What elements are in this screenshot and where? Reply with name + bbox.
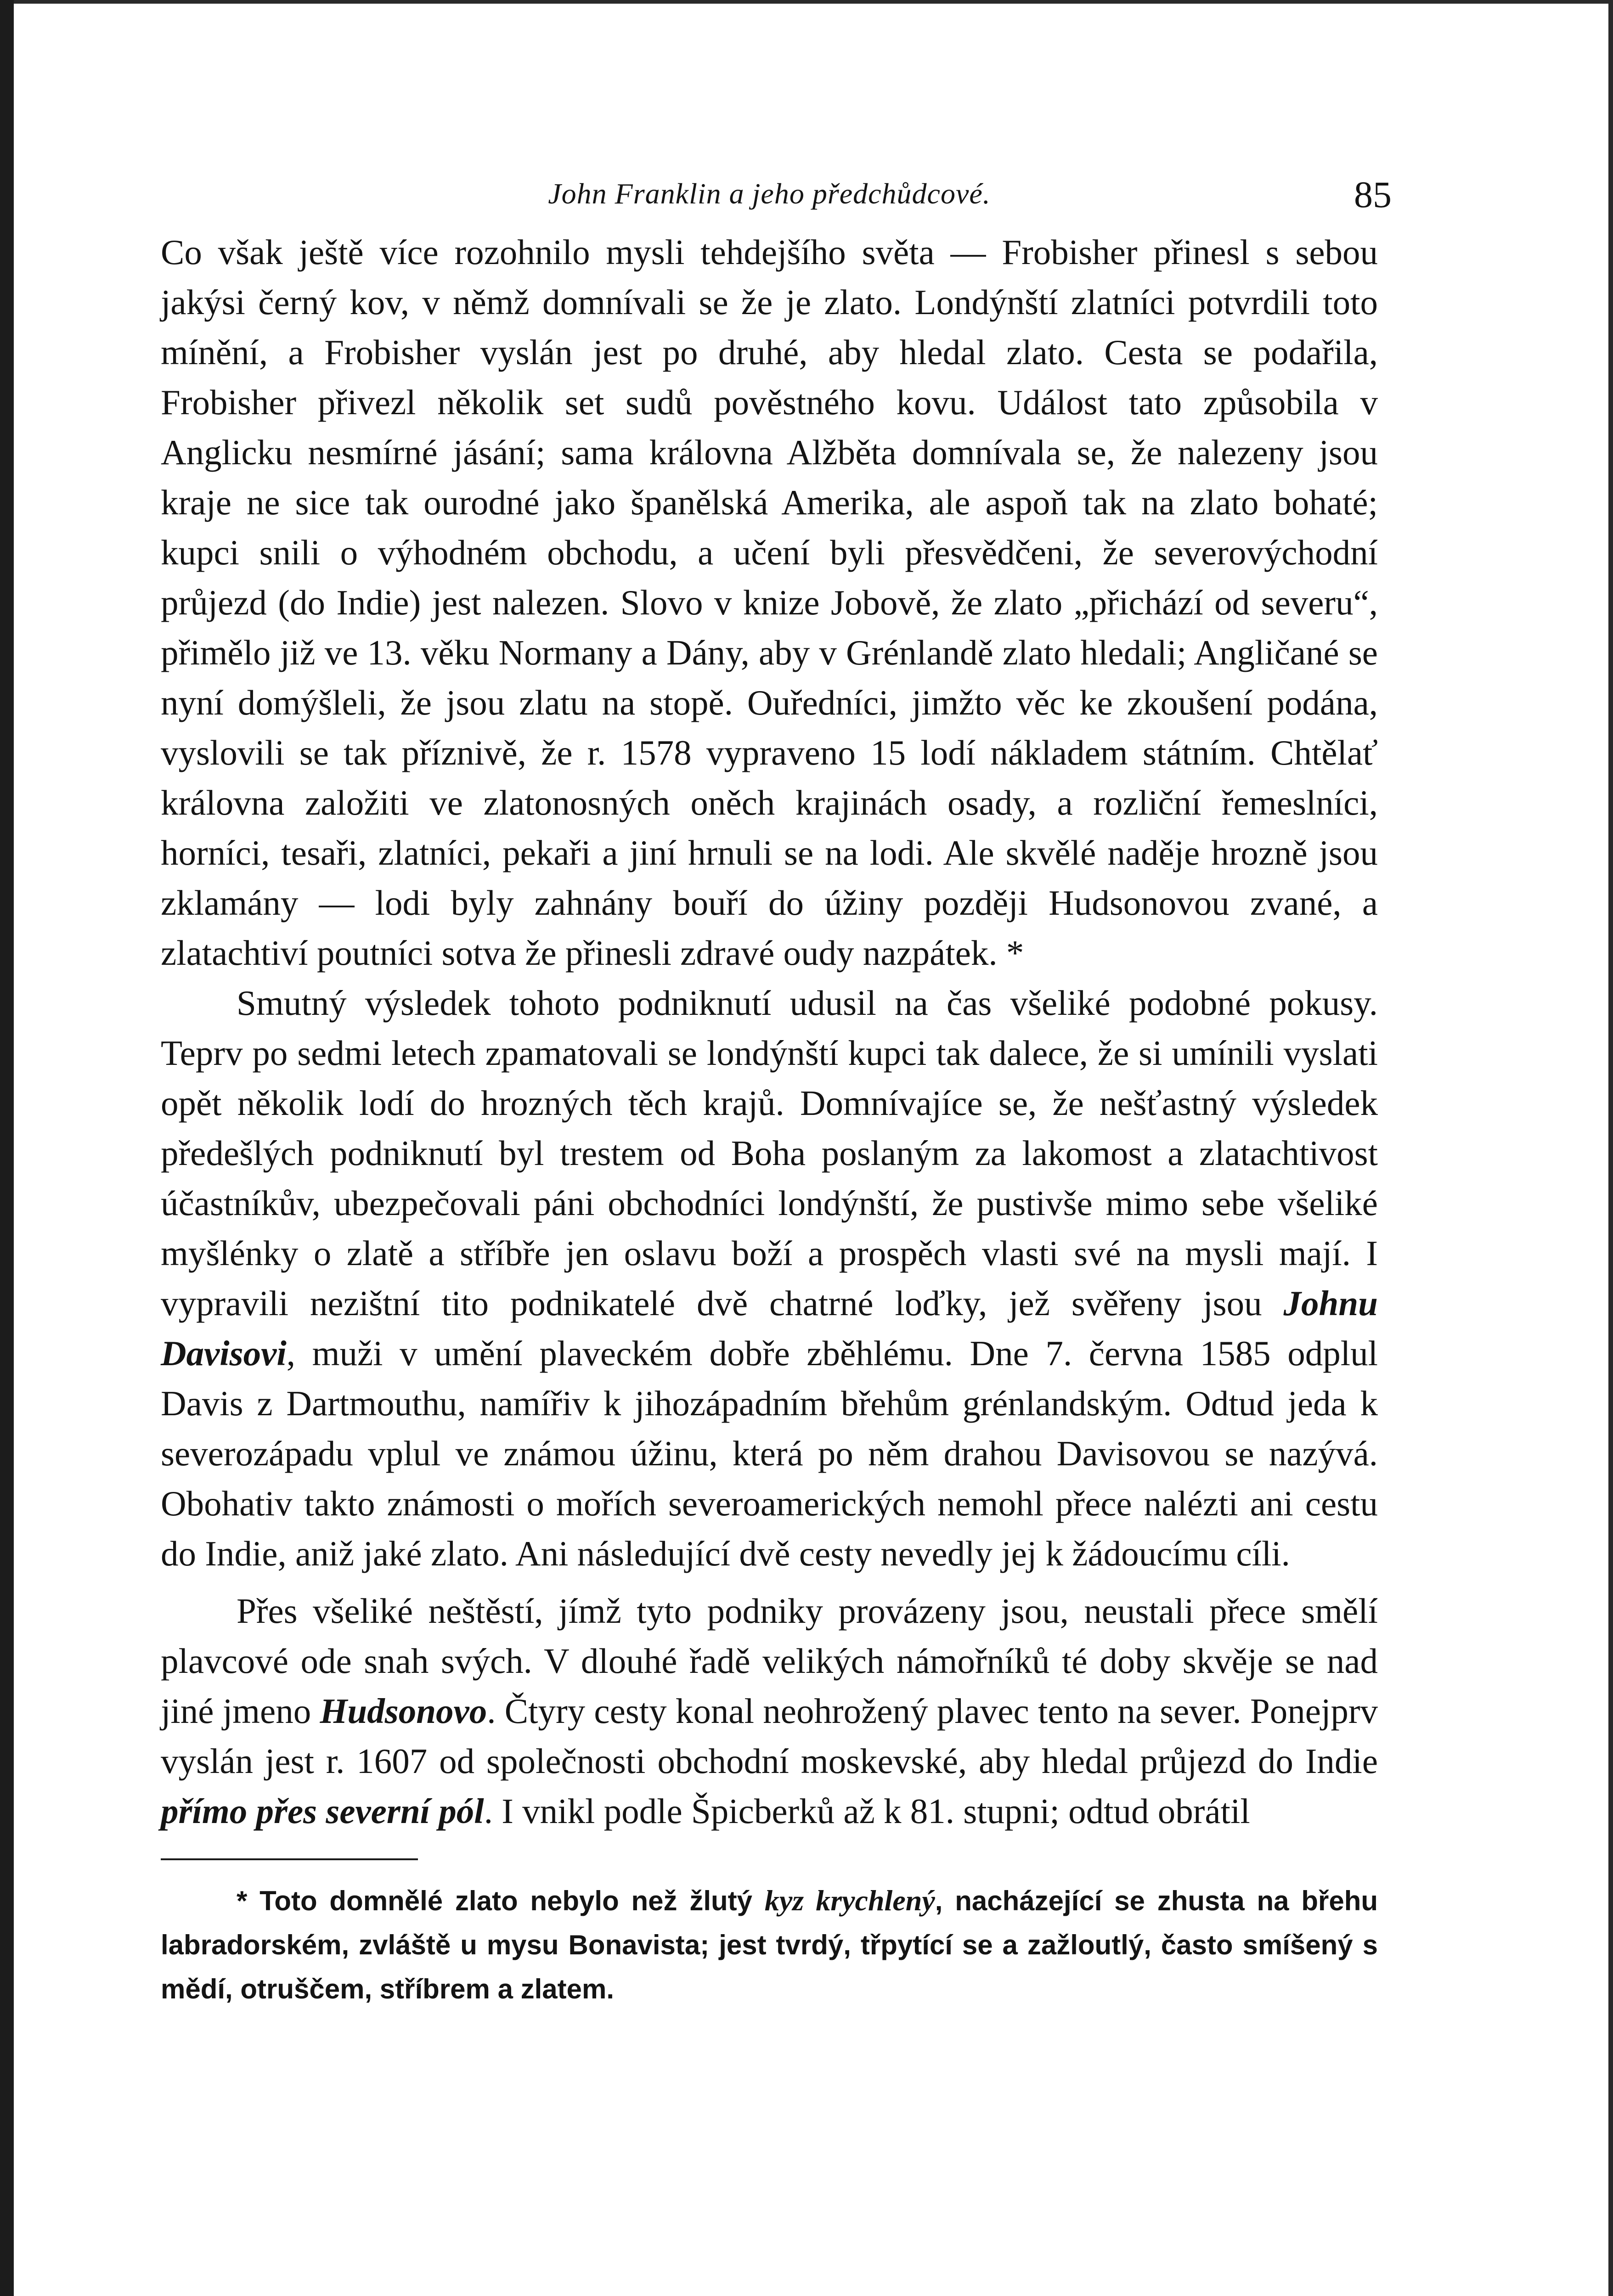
paragraph-2-emphasis: Johnu Davisovi [161,1283,1378,1373]
running-title: John Franklin a jeho předchůdcové. [548,177,991,210]
paragraph-3 [161,1586,1378,1836]
paragraph-3-emphasis-2: přímo přes severní pól [161,1791,484,1831]
footnote-rule [161,1858,418,1860]
body-text [161,227,1378,1836]
footnote-text-after: , nacházející se zhusta na břehu labradorském, zvláště u mysu Bonavista; jest tvrdý, třpytící se a zažloutlý, často smíšený s mědí, otruščem, stříbrem a zlatem. [161,1885,1378,2004]
paragraph-1 [161,227,1378,978]
footnote [161,1879,1378,2011]
footnote-text-before: * Toto domnělé zlato nebylo než žlutý [237,1885,765,1916]
paragraph-2 [161,978,1378,1579]
scan-edge-left [0,0,14,2296]
paragraph-1-text: Co však ještě více rozohnilo mysli tehdejšího světa — Frobisher přinesl s sebou jakýsi černý kov, v němž domnívali se že je zlato. Londýnští zlatníci potvrdili toto mínění, a Frobisher vyslán jest po druhé, aby hledal zlato. Cesta se podařila, Frobisher přivezl několik set sudů pověstného kovu. Událost tato způsobila v Anglicku nesmírné jásání; sama královna Alžběta domnívala se, že nalezeny jsou kraje ne sice tak ourodné jako španělská Amerika, ale aspoň tak na zlato bohaté; kupci snili o výhodném obchodu, a učení byli přesvědčeni, že severovýchodní průjezd (do Indie) jest nalezen. Slovo v knize Jobově, že zlato „přichází od severu“, přimělo již ve 13. věku Normany a Dány, aby v Grénlandě zlato hledali; Angličané se nyní domýšleli, že jsou zlatu na stopě. Ouředníci, jimžto věc ke zkoušení podána, vyslovili se tak příznivě, že r. 1578 vypraveno 15 lodí nákladem státním. Chtělať královna založiti ve zlatonosných oněch krajinách osady, a rozliční řemeslníci, horníci, tesaři, zlatníci, pekaři a jiní hrnuli se na lodi. Ale skvělé naděje hrozně jsou zklamány — lodi byly zahnány bouří do úžiny později Hudsonovou zvané, a zlatachtiví poutníci sotva že přinesli zdravé oudy nazpátek. * [161,232,1378,973]
running-head [161,163,1392,227]
footnote-emphasis: kyz krychlený [764,1884,935,1917]
scan-edge-right [1608,0,1613,2296]
paragraph-2-text-after: , muži v umění plaveckém dobře zběhlému. Dne 7. června 1585 odplul Davis z Dartmouthu, namířiv k jihozápadním břehům grénlandským. Odtud jeda k severozápadu vplul ve známou úžinu, která po něm drahou Davisovou se nazývá. Obohativ takto známosti o mořích severoamerických nemohl přece nalézti ani cestu do Indie, aniž jaké zlato. Ani následující dvě cesty nevedly jej k žádoucímu cíli. [161,1334,1378,1573]
paragraph-3-emphasis: Hudsonovo [320,1691,487,1731]
paragraph-3-text-after: . I vnikl podle Špicberků až k 81. stupni; odtud obrátil [484,1791,1250,1831]
paragraph-2-text-before: Smutný výsledek tohoto podniknutí udusil na čas všeliké podobné pokusy. Teprv po sedmi letech zpamatovali se londýnští kupci tak dalece, že si umínili vyslati opět několik lodí do hrozných těch krajů. Domnívajíce se, že nešťastný výsledek předešlých podniknutí byl trestem od Boha poslaným za lakomost a zlatachtivost účastníkův, ubezpečovali páni obchodníci londýnští, že pustivše mimo sebe všeliké myšlénky o zlatě a stříbře jen oslavu boží a prospěch vlasti své na mysli mají. I vypravili nezištní tito podnikatelé dvě chatrné loďky, jež svěřeny jsou [161,983,1378,1323]
paragraph-3-text-middle: . Čtyry cesty konal neohrožený plavec tento na sever. Ponejprv vyslán jest r. 1607 od společnosti obchodní moskevské, aby hledal průjezd do Indie [161,1691,1378,1781]
page-number: 85 [1354,174,1392,215]
book-page [161,163,1392,2011]
paragraph-3-text-before: Přes všeliké neštěstí, jímž tyto podniky provázeny jsou, neustali přece smělí plavcové ode snah svých. V dlouhé řadě velikých námořníků té doby skvěje se nad jiné jmeno [161,1591,1378,1731]
scan-edge-top [0,0,1613,4]
